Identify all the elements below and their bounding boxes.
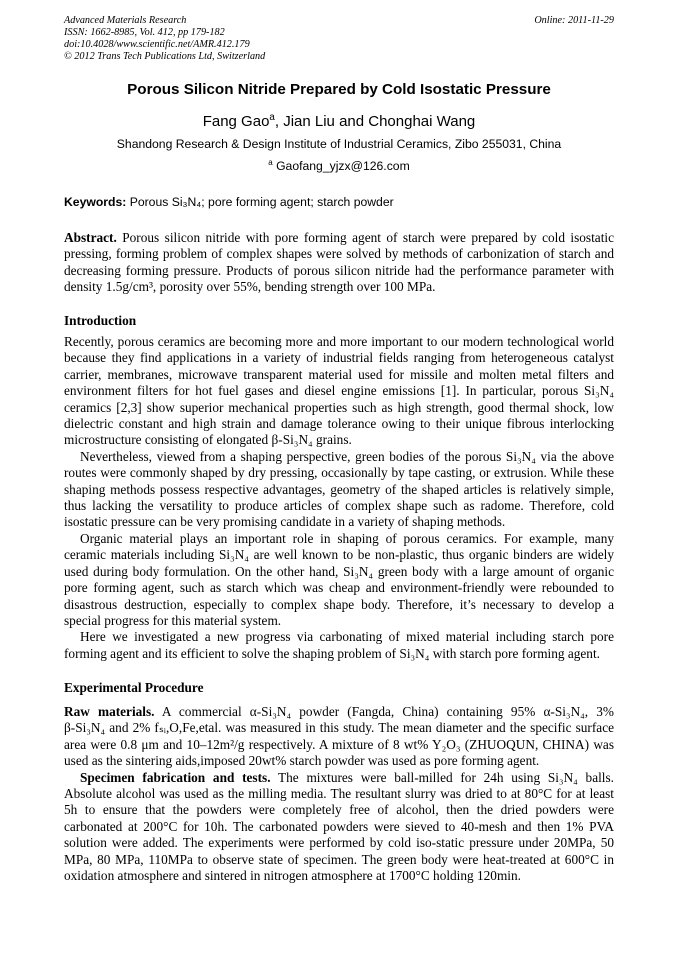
line-text: used during body formulation. On the other hand, Si₃N₄ green body with a large amount of organic (64, 563, 614, 579)
email-line (0, 159, 678, 173)
paragraph (64, 531, 614, 629)
line-text: used as the sintering aids,imposed 20wt% starch powder was used as pore forming agent. (64, 753, 540, 769)
line-text: Here we investigated a new progress via carbonating of mixed material including starch pore (80, 629, 614, 645)
email-affil-mark: a (268, 157, 273, 167)
journal-name: Advanced Materials Research (64, 15, 187, 26)
text-line (64, 547, 614, 563)
section-heading-experimental: Experimental Procedure (64, 680, 204, 695)
text-line (64, 613, 614, 629)
experimental-body (64, 704, 614, 884)
text-line (64, 416, 614, 432)
text-line (64, 852, 614, 868)
text-line (64, 580, 614, 596)
paper-title: Porous Silicon Nitride Prepared by Cold Isostatic Pressure (127, 81, 551, 98)
text-line (64, 835, 614, 851)
line-text: ceramics [2,3] show superior mechanical properties such as high strength, good thermal shock, low (64, 399, 614, 415)
line-text: β-Si₃N₄ and 2% fₛᵢ,O,Fe,etal. was measured in this study. The mean diameter and the specific surface (64, 720, 614, 736)
line-text: Porous silicon nitride with pore forming agent of starch were prepared by cold isostatic (116, 230, 614, 245)
other-authors: , Jian Liu and Chonghai Wang (274, 113, 476, 130)
authors (0, 113, 678, 130)
paragraph (64, 230, 614, 296)
line-text: MPa, 80 MPa, 110MPa to observe state of specimen. The green body were heat-treated at 600°C in (64, 851, 614, 867)
paragraph (64, 629, 614, 662)
line-text: shaping methods possess respective advantages, geometry of the shaped articles is relatively simple, (64, 481, 614, 497)
line-text: area were 0.8 μm and 10–12m²/g respectively. A mixture of 8 wt% Y₂O₃ (ZHUOQUN, CHINA) was (64, 736, 614, 752)
line-text: disastrous destruction, especially to complex shape body. Therefore, it’s necessary to develop a (64, 596, 614, 612)
journal-header (64, 15, 265, 63)
text-line (64, 868, 614, 884)
line-text: ceramic materials including Si₃N₄ are well known to be non-plastic, thus organic binders are widely (64, 547, 614, 563)
text-line (64, 334, 614, 350)
line-text: carbonated at 200°C for 10h. The carbonated powders were sieved to 40-mesh and then 1% PVA (64, 818, 614, 834)
line-text: because they find applications in a variety of industrial fields ranging from heterogeneous catalyst (64, 350, 614, 366)
text-line (64, 770, 614, 786)
online-date: Online: 2011-11-29 (534, 15, 614, 26)
line-text: Recently, porous ceramics are becoming more and more important to our modern technological world (64, 334, 614, 349)
paragraph (64, 704, 614, 770)
line-text: microstructure consisting of elongated β-Si₃N₄ grains. (64, 432, 352, 448)
line-text: pore forming agent, such as starch which was cheap and environment-friendly were rebounded to (64, 580, 614, 596)
line-text: thus lacking the versatility to produce articles of complex shape such as radome. Therefore, cold (64, 498, 614, 514)
line-text: Organic material plays an important role in shaping of porous ceramics. For example, many (80, 530, 614, 546)
section-heading-introduction: Introduction (64, 313, 137, 328)
text-line (64, 383, 614, 399)
email-address[interactable]: Gaofang_yjzx@126.com (276, 159, 410, 173)
text-line (64, 400, 614, 416)
line-text: carrier, membranes, microwave transparent material used for missile and molten metal filters and (64, 366, 614, 382)
line-text: Nevertheless, viewed from a shaping perspective, green bodies of the porous Si₃N₄ via the above (80, 448, 614, 464)
line-text: dielectric constant and high strain and damage tolerance owing to their unique fibrous interlocking (64, 416, 614, 432)
text-line (64, 432, 614, 448)
text-line (64, 564, 614, 580)
line-text: pressing, forming problem of complex shapes were solved by methods of carbonization of starch and (64, 246, 614, 262)
text-line (64, 230, 614, 246)
text-line (64, 449, 614, 465)
text-line (64, 482, 614, 498)
text-line (64, 597, 614, 613)
line-text: A commercial α-Si₃N₄ powder (Fangda, China) containing 95% α-Si₃N₄, 3% (154, 704, 614, 719)
line-text: The mixtures were ball-milled for 24h using Si₃N₄ balls. (270, 769, 614, 785)
abstract (64, 230, 614, 296)
text-line (64, 802, 614, 818)
line-text: Absolute alcohol was used as the milling media. The resultant slurry was dried to at 80°C for at least (64, 786, 614, 802)
line-text: special progress for this material system. (64, 612, 282, 628)
text-line (64, 819, 614, 835)
text-line (64, 367, 614, 383)
line-text: oxidation atmosphere and sintered in nitrogen atmosphere at 1700°C holding 120min. (64, 868, 521, 884)
author-1-affil-mark: a (269, 112, 275, 123)
line-text: decreasing forming pressure. Products of porous silicon nitride had the performance parameter with (64, 262, 614, 278)
paragraph-lead: Specimen fabrication and tests. (80, 769, 271, 785)
paragraph-lead: Raw materials. (64, 704, 155, 719)
author-1: Fang Gao (202, 113, 270, 130)
affiliation: Shandong Research & Design Institute of Industrial Ceramics, Zibo 255031, China (116, 137, 562, 151)
text-line (64, 350, 614, 366)
text-line (64, 498, 614, 514)
text-line (64, 720, 614, 736)
line-text: routes were commonly shaped by dry pressing, occasionally by tape casting, or extrusion. While these (64, 465, 614, 481)
text-line (64, 263, 614, 279)
copyright: © 2012 Trans Tech Publications Ltd, Switzerland (64, 51, 266, 62)
line-text: forming agent and its efficient to solve the shaping problem of Si₃N₄ with starch pore forming agent. (64, 645, 600, 661)
paragraph (64, 334, 614, 449)
line-text: 5h to ensure that the powders were completely free of alcohol, then the dried powders were (64, 802, 614, 818)
text-line (64, 465, 614, 481)
text-line (64, 646, 614, 662)
line-text: environment filters for hot fuel gases and diesel engine emissions [1]. In particular, porous Si₃N₄ (64, 383, 614, 399)
text-line (64, 753, 614, 769)
paragraph (64, 449, 614, 531)
keywords (64, 195, 394, 209)
text-line (64, 514, 614, 530)
line-text: solution were added. The experiments were performed by cold iso-static pressure under 20MPa, 50 (64, 835, 614, 851)
text-line (64, 531, 614, 547)
paragraph-lead: Abstract. (64, 230, 117, 245)
doi: doi:10.4028/www.scientific.net/AMR.412.179 (64, 39, 250, 50)
introduction-body (64, 334, 614, 662)
keywords-label: Keywords: (64, 195, 127, 209)
text-line (64, 246, 614, 262)
text-line (64, 629, 614, 645)
keywords-text: Porous Si₃N₄; pore forming agent; starch powder (126, 195, 394, 209)
text-line (64, 737, 614, 753)
text-line (64, 704, 614, 720)
text-line (64, 786, 614, 802)
line-text: isostatic pressure can be very promising candidate in a variety of shaping methods. (64, 514, 506, 530)
line-text: density 1.5g/cm³, porosity over 55%, bending strength over 100 MPa. (64, 279, 436, 295)
issn: ISSN: 1662-8985, Vol. 412, pp 179-182 (64, 27, 225, 38)
paragraph (64, 770, 614, 885)
text-line (64, 279, 614, 295)
